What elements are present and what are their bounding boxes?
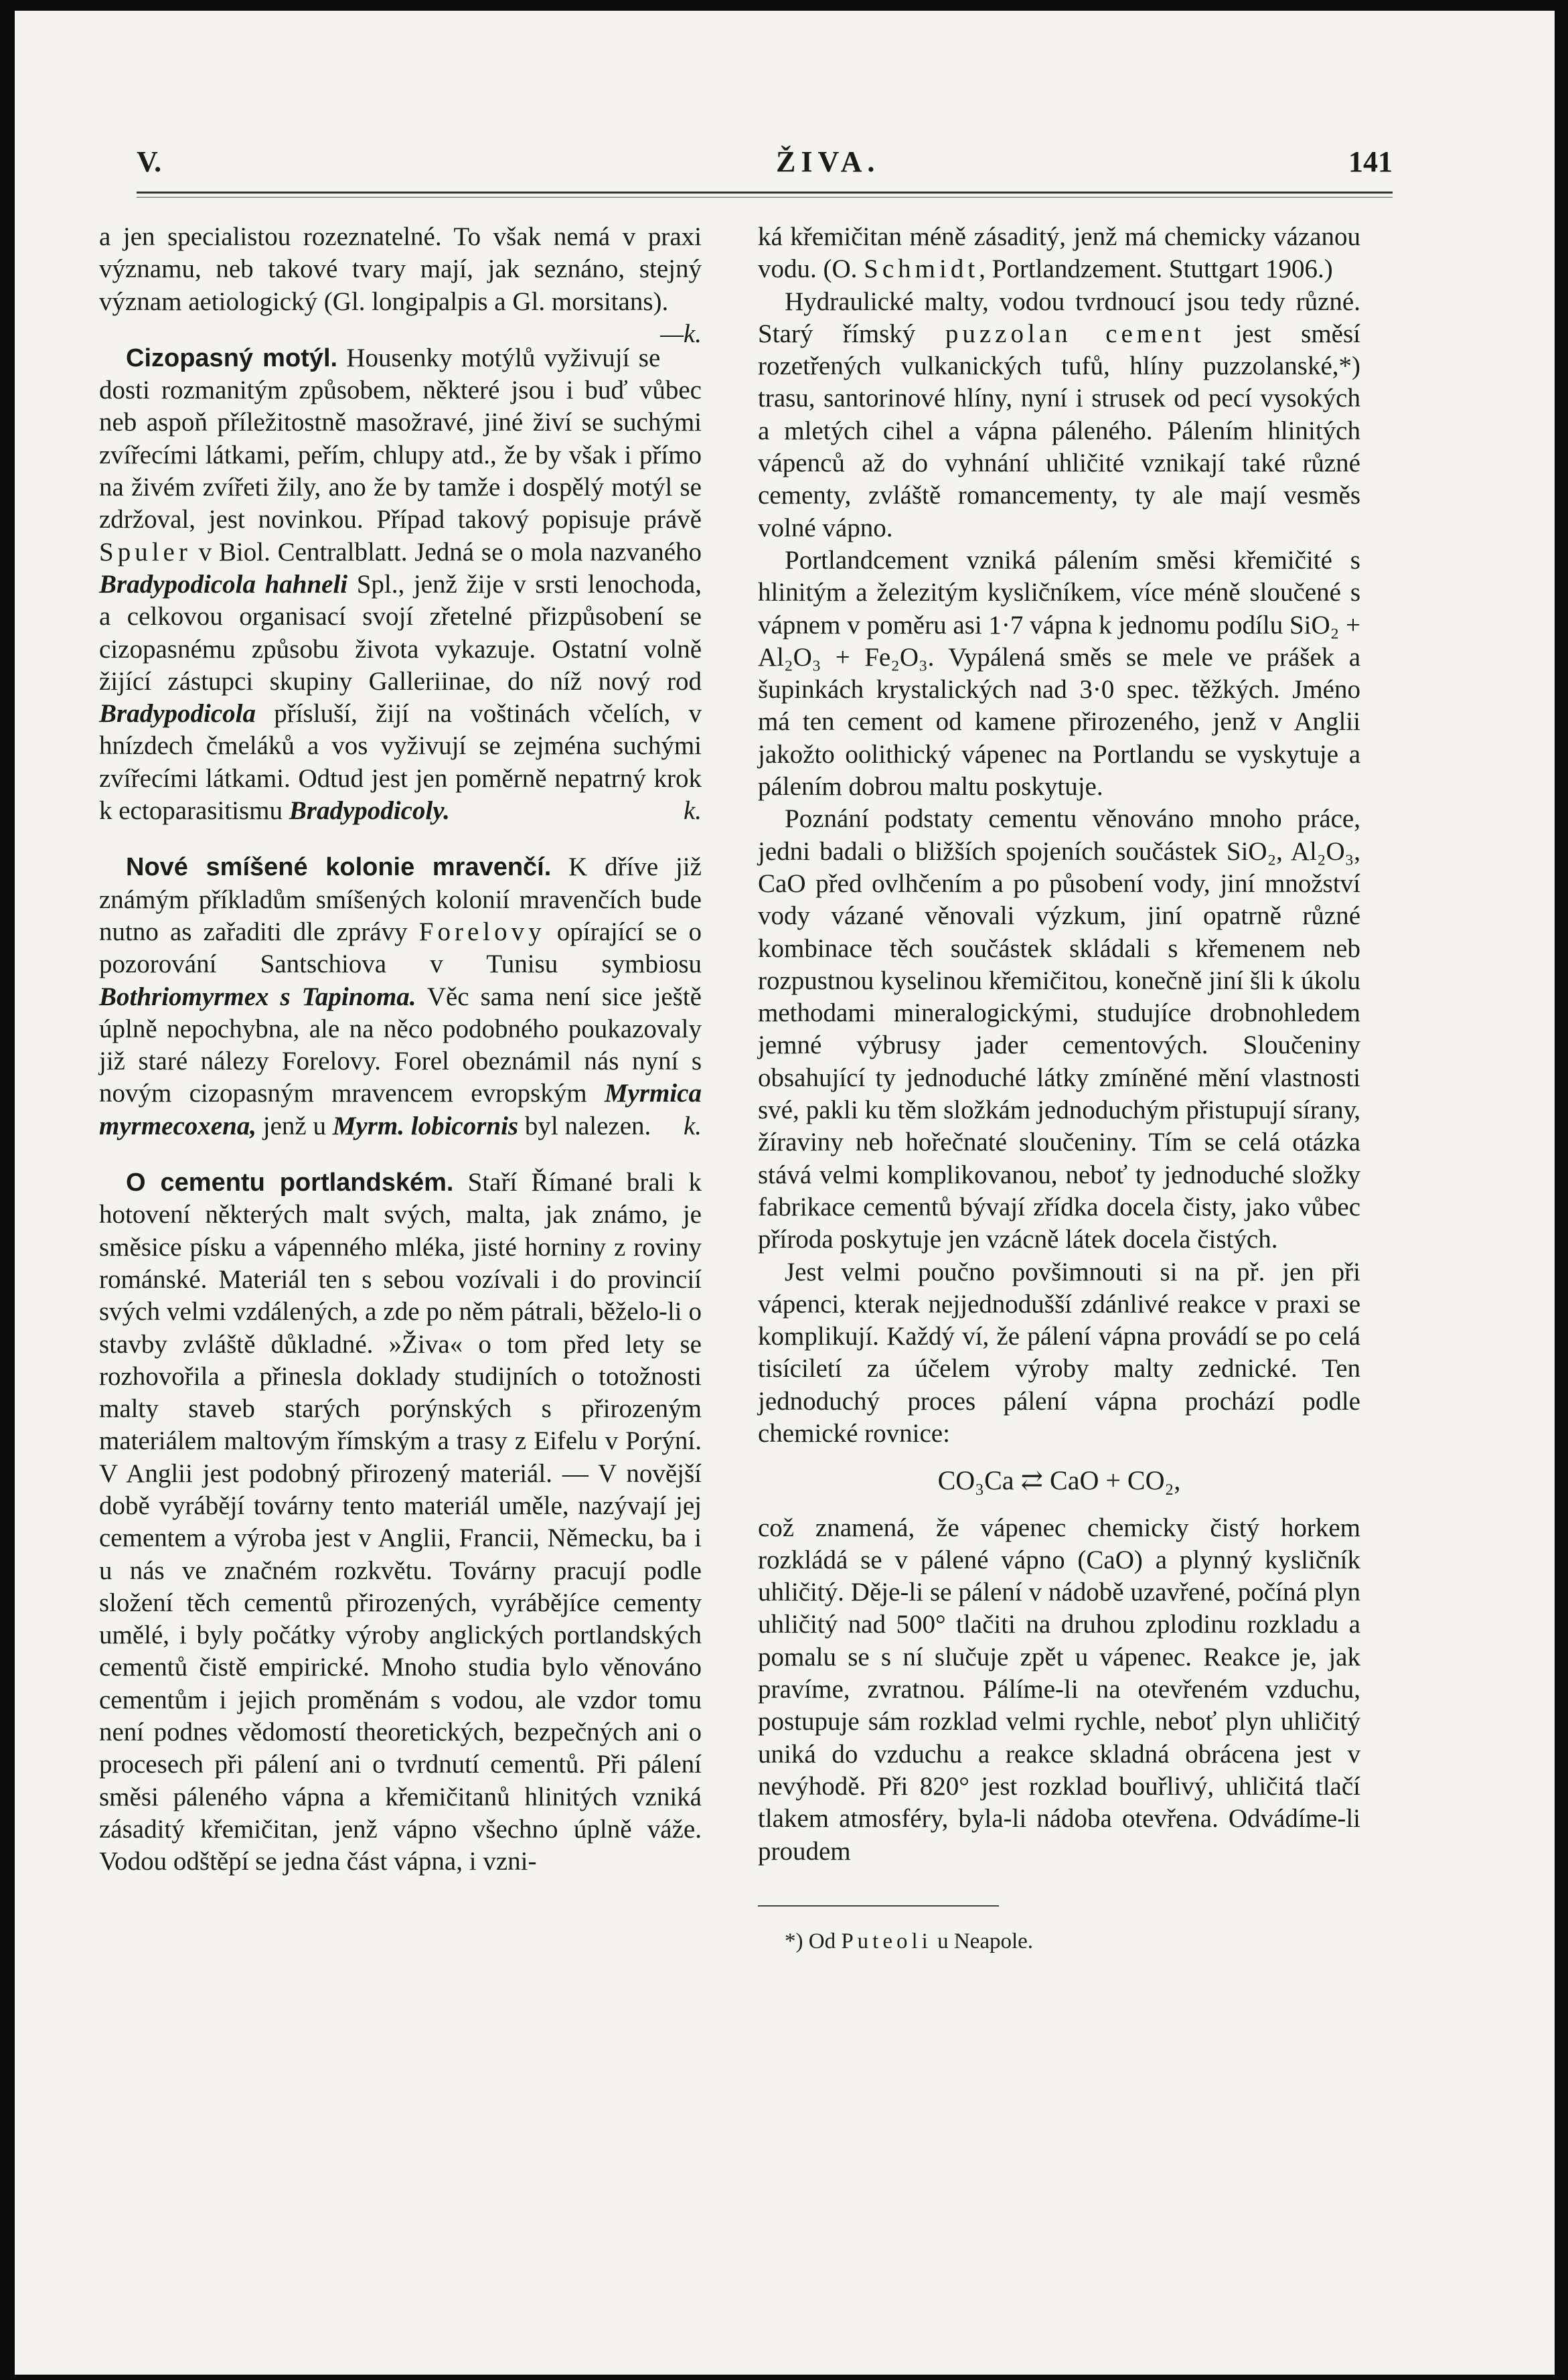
article-parasitic-moth: Cizopasný motýl. Housenky motýlů vyživují se dosti rozmanitým způsobem, některé jsou i buď vůbec neb aspoň příležitostně masožravé, jiné živí se suchými zvířecími látkami, peřím, chlupy atd., že by však i přímo na živém zvířeti žily, ano že by tamže i dospělý motýl se zdržoval, jest novinkou. Případ takový popisuje právě Spuler v Biol. Centralblatt. Jedná se o mola nazvaného Bradypodicola hahneli Spl., jenž žije v srsti lenochoda, a celkovou organisací svojí zřetelné přizpůsobení se cizopasnému způsobu života vykazuje. Ostatní volně žijící zástupci skupiny Galleriinae, do níž nový rod Bradypodicola přísluší, žijí na voštinách včelích, v hnízdech čmeláků a vos vyživují se zejména suchými zvířecími látkami. Odtud jest jen poměrně nepatrný krok k ectoparasitismu Bradypodicoly. k.: [99, 342, 702, 827]
footnote: *) Od Puteoli u Neapole.: [785, 1929, 1034, 1953]
article-portland-cement: O cementu portlandském. Staří Římané brali k hotovení některých malt svých, malta, jak známo, je směsice písku a vápenného mléka, jisté horniny z roviny románské. Materiál ten s sebou vozívali i do provincií svých velmi vzdálených, a zde po něm pátrali, běželo-li o stavby zvláště důkladné. »Živa« o tom před lety se rozhovořila a přinesla doklady studijních o totožnosti malty staveb starých porýnských s přirozeným materiálem maltovým římským a trasy z Eifelu v Porýní. V Anglii jest podobný přirozený materiál. — V novější době vyrábějí továrny tento materiál uměle, nazývají jej cementem a výroba jest v Anglii, Francii, Německu, ba i u nás ve značném rozkvětu. Továrny pracují podle složení těch cementů přirozených, vyrábějíce cementy umělé, i byly počátky výroby anglických portlandských cementů čistě empirické. Mnoho studia bylo věnováno cementům i jejich proměnám s vodou, ale vzdor tomu není podnes vědomostí theoretických, bezpečných ani o procesech při pálení ani o tvrdnutí cementů. Při pálení směsi páleného vápna a křemičitanů hlinitých vzniká zásaditý křemičitan, jenž vápno všechno úplně váže. Vodou odštěpí se jedna část vápna, i vzni-: [99, 1168, 702, 1876]
header-rule-thin: [137, 197, 1393, 198]
paragraph-glossina: a jen specialistou rozeznatelné. To však nemá v praxi významu, neb takové tvary mají, jak seznáno, stejný význam aetiologický (Gl. longipalpis a Gl. morsitans). —k.: [99, 221, 702, 318]
chemical-equation: CO₃Ca ⇄ CaO + CO₂,: [937, 1465, 1181, 1496]
species-name: Myrm. lobicornis: [332, 1111, 519, 1140]
species-name: Bothriomyrmex s Tapinoma.: [99, 982, 416, 1011]
right-column: [758, 221, 1360, 1957]
paragraph-portlandcement: Portlandcement vzniká pálením směsi křemičité s hlinitým a železitým kysličníkem, více méně sloučené s vápnem v poměru asi 1·7 vápna k jednomu podílu SiO₂ + Al₂O₃ + Fe₂O₃. Vypálená směs se mele ve prášek a šupinkách krystalických nad 3·0 spec. těžkých. Jméno má ten cement od kamene přirozeného, jenž v Anglii jakožto oolithický vápenec na Portlandu se vyskytuje a pálením dobrou maltu poskytuje.: [758, 545, 1360, 802]
left-column: [99, 221, 702, 1878]
term: puzzolan cement: [945, 319, 1205, 348]
volume-number: V.: [137, 145, 162, 178]
paragraph-continued: ká křemičitan méně zásaditý, jenž má chemicky vázanou vodu. (O. Schmidt, Portlandzement. Stuttgart 1906.): [758, 222, 1360, 284]
author-name: Spuler: [99, 537, 191, 567]
header-rule: [137, 192, 1393, 194]
species-name: Bradypodicola hahneli: [99, 569, 348, 599]
article-ant-colonies: Nové smíšené kolonie mravenčí. K dříve již známým příkladům smíšených kolonií mravenčích bude nutno as zařaditi dle zprávy Forelovy opírající se o pozorování Santschiova v Tunisu symbiosu Bothriomyrmex s Tapinoma. Věc sama není sice ještě úplně nepochybna, ale na něco podobného poukazovaly již staré nálezy Forelovy. Forel obeznámil nás nyní s novým cizopasným mravencem evropským Myrmica myrmecoxena, jenž u Myrm. lobicornis byl nalezen. k.: [99, 851, 702, 1142]
article-heading: Cizopasný motýl.: [126, 344, 338, 372]
running-header: [137, 138, 1393, 185]
footnote-rule: [758, 1905, 999, 1907]
signature: k.: [683, 1111, 702, 1140]
paragraph-reaction: což znamená, že vápenec chemicky čistý horkem rozkládá se v pálené vápno (CaO) a plynný kysličník uhličitý. Děje-li se pálení v nádobě uzavřené, počíná plyn uhličitý nad 500° tlačiti na druhou zplodinu rozkladu a pomalu se s ní slučuje zpět u vápenec. Reakce je, jak pravíme, zvratnou. Pálíme-li na otevřeném vzduchu, postupuje sám rozklad velmi rychle, neboť plyn uhličitý uniká do vzduchu a reakce skladná obrácena jest v nevýhodě. Při 820° jest rozklad bouřlivý, uhličitá tlačí tlakem atmosféry, byla-li nádoba otevřena. Odvádíme-li proudem: [758, 1513, 1360, 1866]
species-name: Myrmica myrmecoxena,: [99, 1079, 702, 1140]
signature: —k.: [660, 319, 702, 348]
article-heading: Nové smíšené kolonie mravenčí.: [126, 853, 552, 882]
author-name: Forelovy: [418, 917, 546, 946]
signature: k.: [683, 796, 702, 826]
paragraph-research: Poznání podstaty cementu věnováno mnoho práce, jedni badali o bližších spojeních součástek SiO₂, Al₂O₃, CaO před ovlhčením a po působení vody, jiní množství vody vázané věnovali výzkum, jiní opatrně různé kombinace těch součástek skládali s křemenem neb rozpustnou kyselinou křemičitou, konečně jiní šli k úkolu methodami mineralogickými, studujíce drobnohledem jemné výbrusy jader cementových. Sloučeniny obsahující ty jednoduché látky zmíněné mění vlastnosti své, pakli ku těm složkám jednoduchým přistupují síranу, žíraviny neb hořečnaté sloučeniny. Tím se celá otázka stává velmi komplikovanou, neboť ty jednoduché složky fabrikace cementů bývají zřídka docela čisty, jako vůbec příroda poskytuje jen vzácně látek docela čistých.: [758, 804, 1360, 1254]
article-heading: O cementu portlandském.: [126, 1169, 454, 1197]
page-number: 141: [1348, 145, 1393, 178]
paragraph-hydraulic: Hydraulické malty, vodou tvrdnoucí jsou tedy různé. Starý římský puzzolan cement jest směsí rozetřených vulkanických tufů, hlíny puzzolanské,*) trasu, santorinové hlíny, nyní i strusek od pecí vysokých a mletých cihel a vápna páleného. Pálením hlinitých vápenců až do vyhnání uhličité vznikají také různé cementy, zvláště romancementy, ty ale mají vesměs volné vápno.: [758, 287, 1360, 542]
genus-name: Bradypodicola: [99, 699, 256, 729]
journal-title: ŽIVA.: [776, 145, 880, 178]
paragraph-limestone: Jest velmi poučno povšimnouti si na př. jen při vápenci, kterak nejjednodušší zdánlivé reakce v praxi se komplikují. Každý ví, že pálení vápna provádí se po celá tisíciletí za účelem výroby malty zednické. Ten jednoduchý proces pálení vápna prochází podle chemické rovnice:: [758, 1257, 1360, 1448]
author-name: Schmidt: [864, 254, 979, 284]
